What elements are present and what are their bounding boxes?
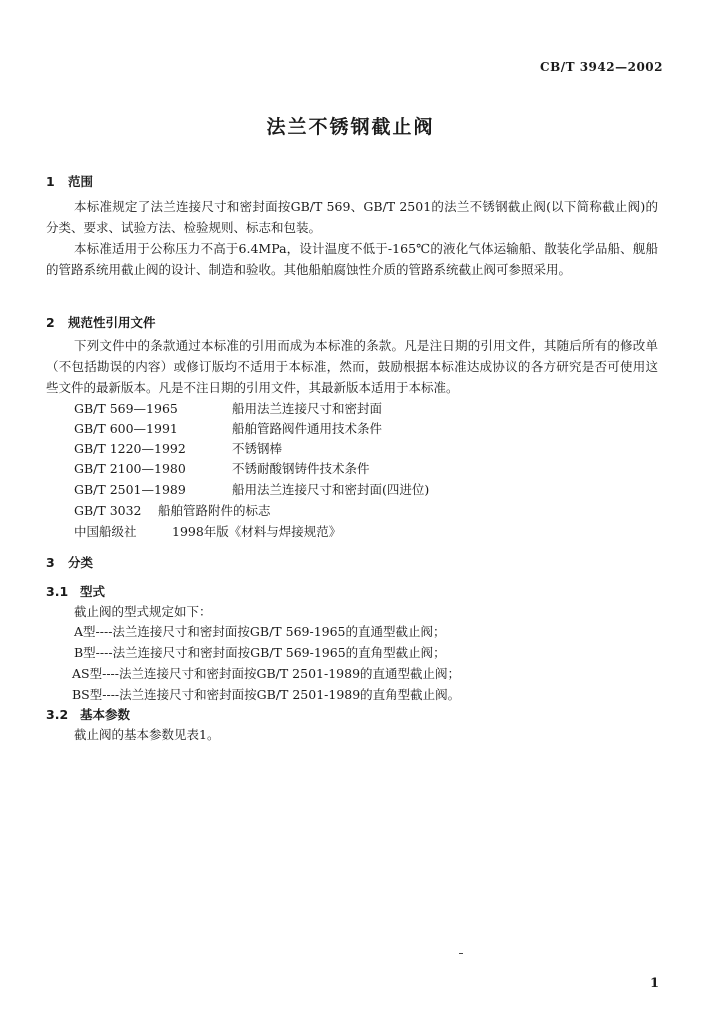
section-3-heading [46,553,93,571]
document-title: 法兰不锈钢截止阀 [266,116,435,138]
scope-paragraph-2: 本标准适用于公称压力不高于6.4MPa，设计温度不低于-165℃的液化气体运输船、散装化学品船、舰船的管路系统用截止阀的设计、制造和验收。其他船舶腐蚀性介质的管路系统截止阀可参照采用。 [46,241,658,277]
normative-references-paragraph: 下列文件中的条款通过本标准的引用而成为本标准的条款。凡是注日期的引用文件，其随后所有的修改单（不包括勘误的内容）或修订版均不适用于本标准，然而，鼓励根据本标准达成协议的各方研究是否可使用这些文件的最新版本。凡是不注日期的引用文件，其最新版本适用于本标准。 [46,338,658,395]
section-1-heading [46,172,93,190]
section-title: 规范性引用文件 [68,315,156,330]
reference-code: 中国船级社 [74,524,137,539]
scan-speck [459,953,463,954]
reference-code: GB/T 2100—1980 [74,461,186,476]
reference-name: 船舶管路附件的标志 [158,503,271,518]
reference-item [74,521,341,542]
reference-name: 船舶管路阀件通用技术条件 [232,421,383,436]
reference-name: 不锈耐酸钢铸件技术条件 [232,461,370,476]
section-title: 型式 [80,584,106,599]
standard-number: CB/T 3942—2002 [540,60,663,74]
reference-name: 船用法兰连接尺寸和密封面 [232,401,383,416]
reference-item [74,500,271,521]
reference-item [74,398,382,419]
section-title: 基本参数 [80,707,131,722]
reference-name: 1998年版《材料与焊接规范》 [172,524,342,539]
reference-code: GB/T 2501—1989 [74,482,186,497]
section-title: 分类 [68,555,94,570]
section-3-1-heading [46,582,105,600]
type-item-b: B型----法兰连接尺寸和密封面按GB/T 569-1965的直角型截止阀； [74,645,446,660]
section-2-heading [46,313,156,331]
reference-name: 船用法兰连接尺寸和密封面(四进位) [232,482,430,497]
section-title: 范围 [68,174,94,189]
section-number: 3.2 [46,707,69,722]
reference-item [74,418,382,439]
reference-code: GB/T 569—1965 [74,401,178,416]
reference-code: GB/T 3032 [74,503,142,518]
basic-parameters-text: 截止阀的基本参数见表1。 [74,727,220,742]
reference-name: 不锈钢棒 [232,441,283,456]
section-number: 3.1 [46,584,69,599]
type-intro: 截止阀的型式规定如下： [74,604,212,619]
reference-code: GB/T 1220—1992 [74,441,186,456]
page-number: 1 [649,976,659,991]
type-item-as: AS型----法兰连接尺寸和密封面按GB/T 2501-1989的直通型截止阀； [72,666,461,681]
reference-item [74,479,429,500]
type-item-bs: BS型----法兰连接尺寸和密封面按GB/T 2501-1989的直角型截止阀。 [72,687,461,702]
type-item-a: A型----法兰连接尺寸和密封面按GB/T 569-1965的直通型截止阀； [74,624,446,639]
section-number: 2 [46,315,55,330]
reference-item [74,458,370,479]
section-number: 3 [46,555,55,570]
scope-paragraph-1: 本标准规定了法兰连接尺寸和密封面按GB/T 569、GB/T 2501的法兰不锈钢截止阀(以下简称截止阀)的分类、要求、试验方法、检验规则、标志和包装。 [46,199,658,235]
reference-code: GB/T 600—1991 [74,421,178,436]
section-3-2-heading [46,705,130,723]
section-number: 1 [46,174,55,189]
reference-item [74,438,282,459]
